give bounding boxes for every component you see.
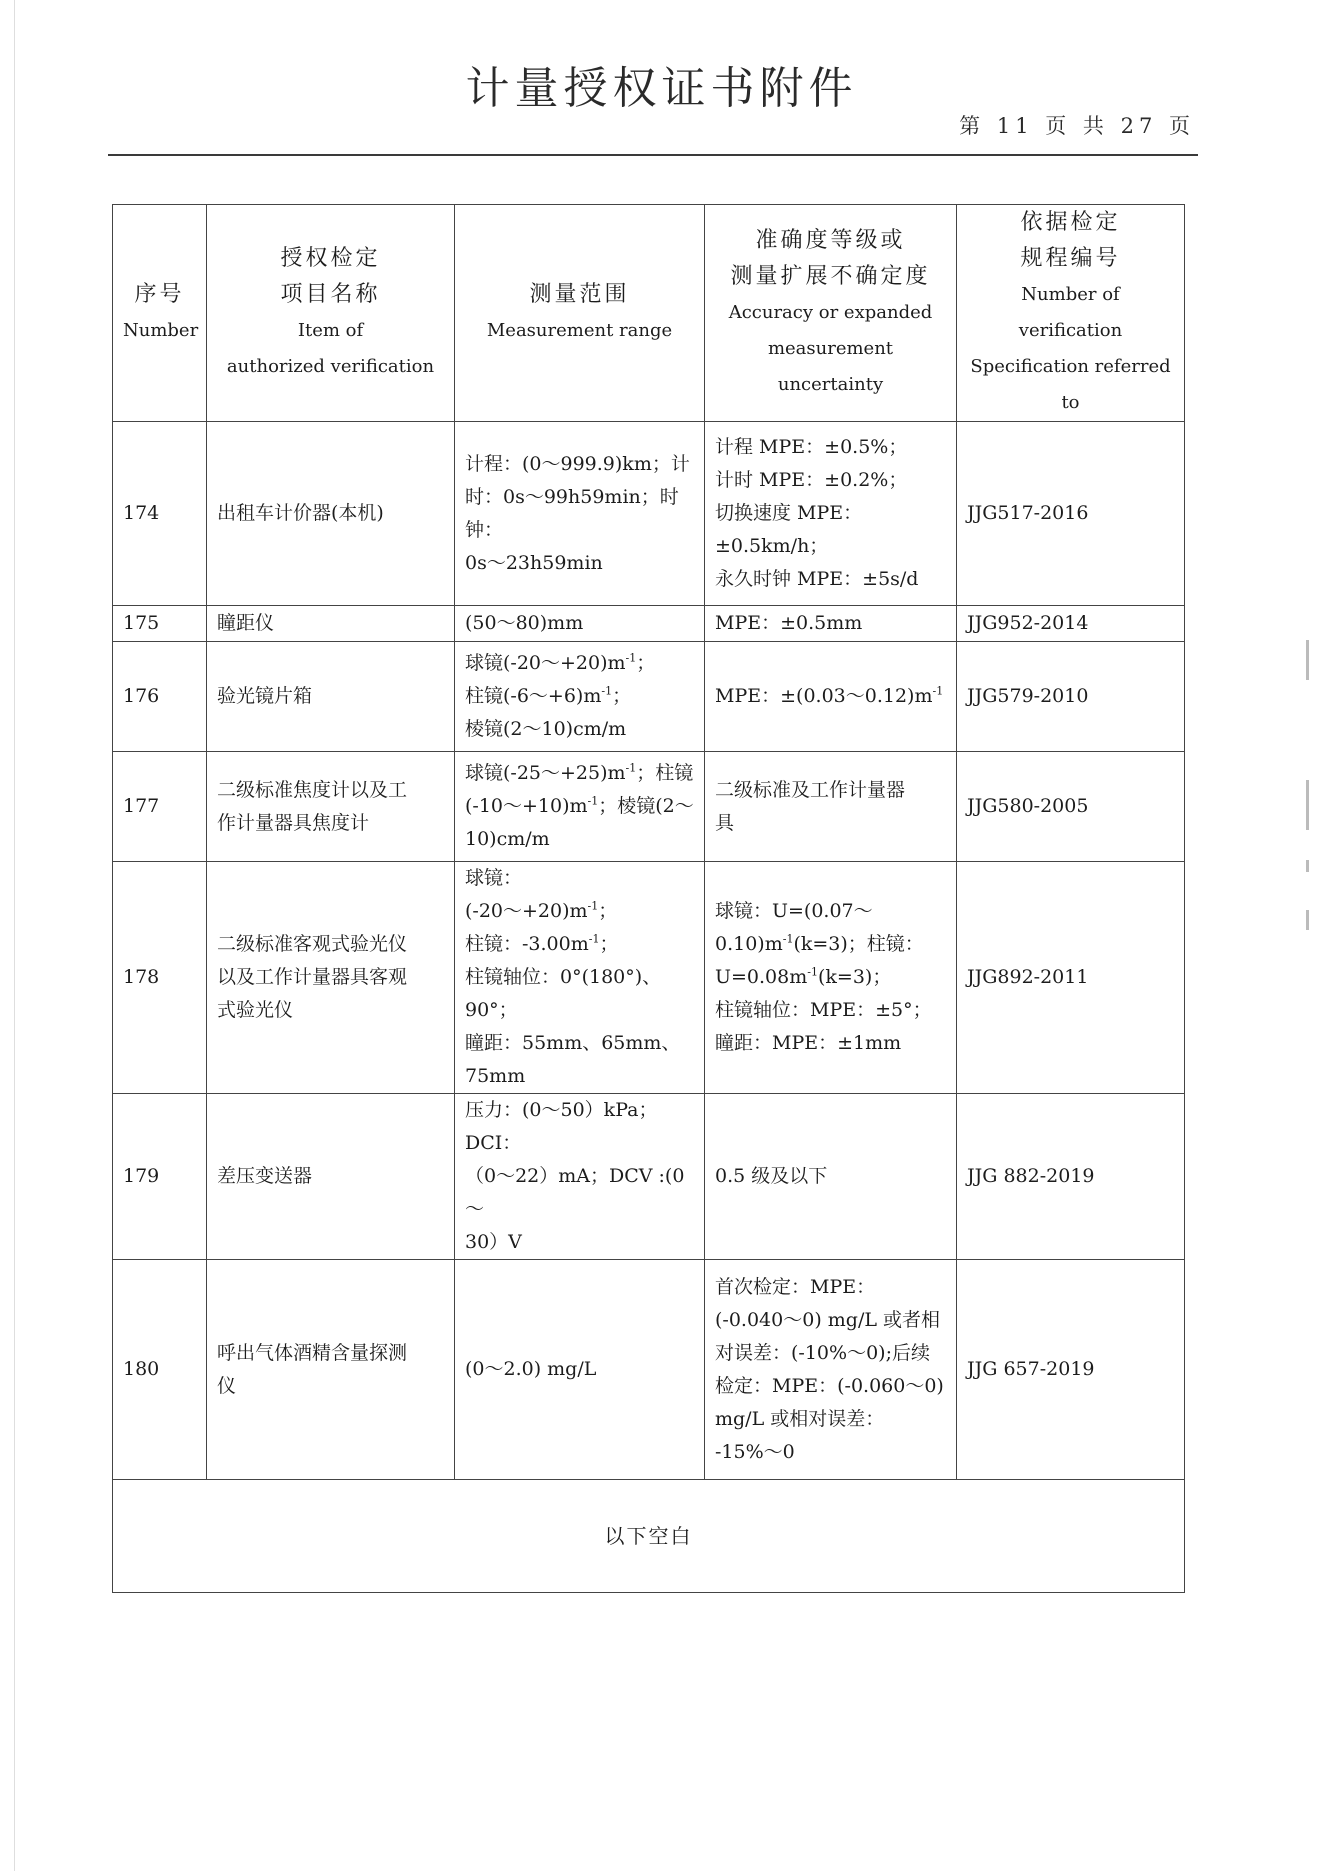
cell-accuracy-line: 永久时钟 MPE：±5s/d <box>715 568 919 590</box>
cell-range-line: 棱镜(2～10)cm/m <box>465 718 627 740</box>
cell-range-line: 30）V <box>465 1231 522 1253</box>
header-divider <box>108 154 1198 156</box>
page-indicator: 第 11 页 共 27 页 <box>959 114 1195 138</box>
scan-edge-marks <box>1306 640 1318 940</box>
cell-range-line: (0～2.0) mg/L <box>465 1358 597 1380</box>
header-en-label: Item of <box>297 320 364 341</box>
header-en-label: Number of verification <box>1018 284 1123 341</box>
cell-range-line: 柱镜轴位：0°(180°)、90°； <box>465 966 662 1021</box>
header-en-label: authorized verification <box>226 356 435 377</box>
cell-spec: JJG517-2016 <box>957 422 1185 606</box>
header-en-label: Number <box>123 320 199 341</box>
cell-accuracy-line: $U=0.08m^{-1}(k=3)$； <box>715 965 892 988</box>
cell-number: 177 <box>113 752 207 862</box>
cell-accuracy-line: 计程 MPE：±0.5%； <box>715 436 908 458</box>
cell-range-line: (50～80)mm <box>465 612 584 634</box>
cell-item <box>207 862 455 1094</box>
cell-range-line: 10)cm/m <box>465 828 550 850</box>
table-row <box>113 752 1185 862</box>
header-zh-label: 依据检定 <box>1020 210 1121 235</box>
cell-item <box>207 752 455 862</box>
cell-item <box>207 642 455 752</box>
cell-item-line: 二级标准客观式验光仪 <box>217 933 408 955</box>
cell-accuracy-line: -15%～0 <box>715 1440 795 1463</box>
cell-accuracy-line: 切换速度 MPE： <box>715 502 863 524</box>
cell-item-line: 式验光仪 <box>217 999 294 1021</box>
cell-item-line: 出租车计价器(本机) <box>217 502 384 524</box>
header-col-number <box>113 205 207 422</box>
cell-spec: JJG579-2010 <box>957 642 1185 752</box>
cell-accuracy-line: 首次检定：MPE： <box>715 1275 876 1298</box>
cell-item-line: 呼出气体酒精含量探测 <box>217 1341 408 1364</box>
cell-range-line: $(-20\sim+20)m^{-1}$； <box>465 899 618 922</box>
cell-accuracy <box>705 1094 957 1260</box>
cell-spec: JJG892-2011 <box>957 862 1185 1094</box>
cell-range-line: 计程：(0～999.9)km；计 <box>465 452 690 475</box>
cell-item-line: 作计量器具焦度计 <box>217 811 370 834</box>
cell-item <box>207 1094 455 1260</box>
cell-accuracy <box>705 606 957 642</box>
cell-range <box>455 422 705 606</box>
header-en-label: Specification referred to <box>970 356 1171 413</box>
cell-accuracy <box>705 862 957 1094</box>
cell-range-line: 球镜$(-20\sim+20)m^{-1}$； <box>465 651 656 674</box>
header-en-label: measurement uncertainty <box>767 338 894 395</box>
table-body <box>113 422 1185 1593</box>
blank-below-row <box>113 1480 1185 1593</box>
cell-item <box>207 606 455 642</box>
cell-range-line: 压力：(0～50）kPa；DCI： <box>465 1099 658 1154</box>
header-col-item <box>207 205 455 422</box>
header-zh-label: 授权检定 <box>280 246 381 271</box>
header-zh-label: 项目名称 <box>280 282 381 307</box>
document-title: 计量授权证书附件 <box>465 63 858 114</box>
cell-accuracy <box>705 1260 957 1480</box>
cell-range <box>455 862 705 1094</box>
header-en-label: Accuracy or expanded <box>728 302 933 323</box>
cell-accuracy-line: 瞳距：MPE：±1mm <box>715 1032 902 1054</box>
cell-item-line: 差压变送器 <box>217 1165 313 1187</box>
cell-range-line: 75mm <box>465 1065 526 1087</box>
cell-accuracy <box>705 752 957 862</box>
cell-range <box>455 752 705 862</box>
cell-range-line: 球镜： <box>465 867 523 889</box>
cell-number: 175 <box>113 606 207 642</box>
cell-range-line: 球镜$(-25\sim+25)m^{-1}$；柱镜 <box>465 761 694 784</box>
header-col-spec <box>957 205 1185 422</box>
cell-range-line: 柱镜：$-3.00m^{-1}$； <box>465 932 619 955</box>
cell-item-line: 二级标准焦度计以及工 <box>217 778 408 801</box>
table-row <box>113 1094 1185 1260</box>
table-header <box>113 205 1185 422</box>
cell-number: 180 <box>113 1260 207 1480</box>
cell-range-line: 柱镜$(-6\sim+6)m^{-1}$； <box>465 684 632 707</box>
cell-accuracy-line: mg/L 或相对误差： <box>715 1407 885 1430</box>
cell-accuracy-line: MPE：±0.5mm <box>715 612 863 634</box>
table-row <box>113 1260 1185 1480</box>
cell-range-line: 瞳距：55mm、65mm、 <box>465 1032 681 1054</box>
header-zh-label: 测量扩展不确定度 <box>730 264 931 289</box>
cell-item-line: 以及工作计量器具客观 <box>217 966 408 988</box>
cell-accuracy-line: $0.10)m^{-1}(k=3)$；柱镜： <box>715 932 924 955</box>
table-row <box>113 606 1185 642</box>
cell-item-line: 验光镜片箱 <box>217 685 313 707</box>
cell-range-line: $(-10\sim+10)m^{-1}$；棱镜(2～ <box>465 794 694 817</box>
cell-item <box>207 422 455 606</box>
cell-accuracy-line: 二级标准及工作计量器 <box>715 778 906 801</box>
cell-accuracy-line: 对误差：(-10%～0);后续 <box>715 1341 930 1364</box>
cell-item-line: 仪 <box>217 1374 237 1397</box>
table-row <box>113 422 1185 606</box>
header-col-range <box>455 205 705 422</box>
header-col-accuracy <box>705 205 957 422</box>
cell-spec: JJG 657-2019 <box>957 1260 1185 1480</box>
cell-range <box>455 1094 705 1260</box>
cell-range <box>455 1260 705 1480</box>
cell-accuracy-line: MPE：$\pm(0.03\sim 0.12)m^{-1}$ <box>715 684 944 707</box>
cell-accuracy-line: 球镜：U=(0.07～ <box>715 900 873 922</box>
table-row <box>113 642 1185 752</box>
cell-accuracy-line: ±0.5km/h； <box>715 535 829 557</box>
cell-spec: JJG 882-2019 <box>957 1094 1185 1260</box>
blank-below-note: 以下空白 <box>113 1480 1185 1593</box>
table-row <box>113 862 1185 1094</box>
cell-range <box>455 606 705 642</box>
cell-number: 178 <box>113 862 207 1094</box>
cell-accuracy <box>705 642 957 752</box>
cell-spec: JJG580-2005 <box>957 752 1185 862</box>
cell-accuracy-line: 柱镜轴位：MPE：±5°； <box>715 999 932 1021</box>
header-zh-label: 序号 <box>134 282 185 307</box>
cell-accuracy <box>705 422 957 606</box>
header-zh-label: 准确度等级或 <box>755 228 906 253</box>
cell-number: 179 <box>113 1094 207 1260</box>
cell-number: 176 <box>113 642 207 752</box>
header-row <box>113 205 1185 422</box>
cell-accuracy-line: 0.5 级及以下 <box>715 1165 828 1187</box>
cell-range <box>455 642 705 752</box>
cell-spec: JJG952-2014 <box>957 606 1185 642</box>
header-en-label: Measurement range <box>486 320 673 341</box>
cell-accuracy-line: (-0.040～0) mg/L 或者相 <box>715 1308 941 1331</box>
cell-accuracy-line: 检定：MPE：(-0.060～0) <box>715 1374 944 1397</box>
cell-range-line: 0s～23h59min <box>465 551 603 574</box>
header-zh-label: 规程编号 <box>1020 246 1121 271</box>
cell-item-line: 瞳距仪 <box>217 612 275 634</box>
cell-item <box>207 1260 455 1480</box>
cell-number: 174 <box>113 422 207 606</box>
cell-accuracy-line: 计时 MPE：±0.2%； <box>715 469 908 491</box>
scan-left-edge <box>14 0 15 1871</box>
authorization-table <box>112 204 1185 1593</box>
cell-range-line: 时：0s～99h59min；时钟： <box>465 485 679 541</box>
cell-range-line: （0～22）mA；DCV :(0～ <box>465 1165 685 1220</box>
cell-accuracy-line: 具 <box>715 811 735 834</box>
header-zh-label: 测量范围 <box>529 282 630 307</box>
